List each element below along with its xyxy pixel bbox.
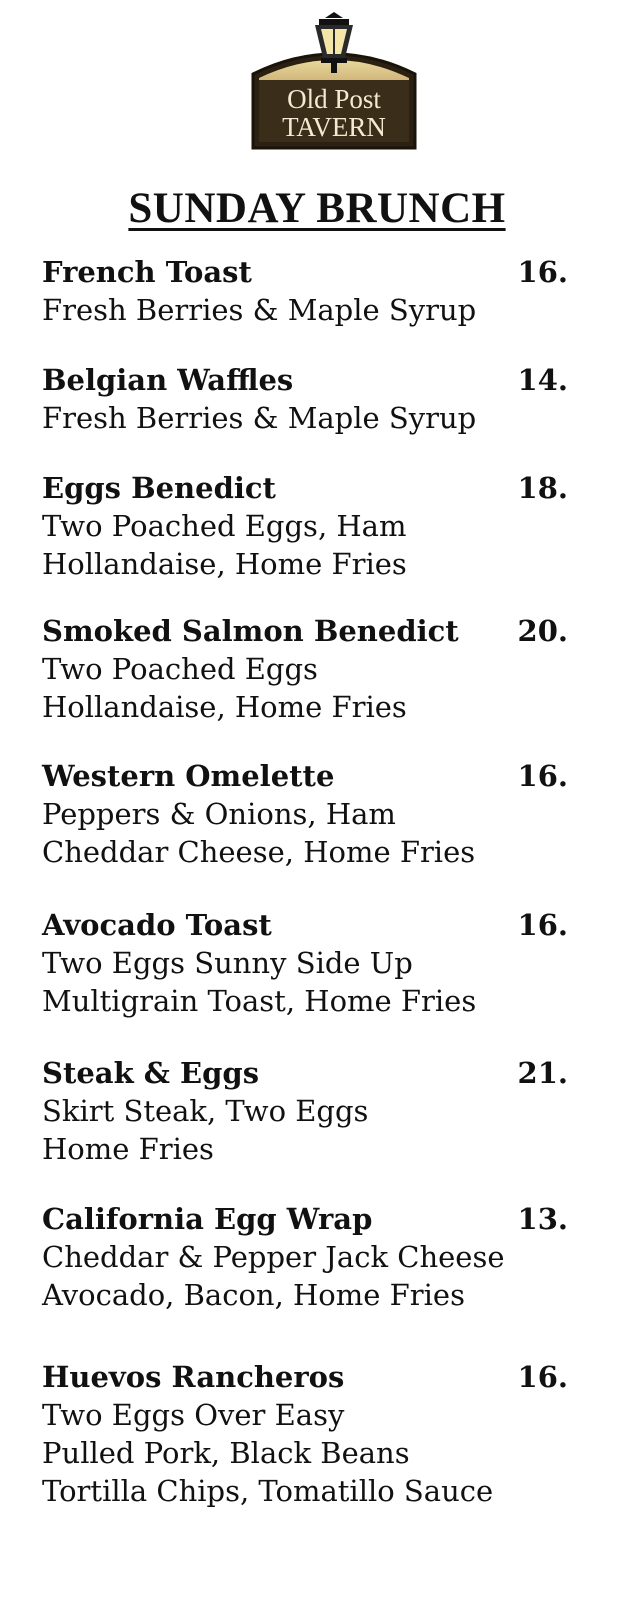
menu-item-header [42, 757, 568, 795]
menu-item-price: 13. [517, 1202, 568, 1236]
menu-item-header [42, 906, 568, 944]
menu-item-name: French Toast [42, 255, 252, 289]
menu-item-header [42, 612, 568, 650]
menu-item-header [42, 1054, 568, 1092]
menu-item-header [42, 1358, 568, 1396]
menu-item-description [42, 944, 568, 1020]
menu-item-name: Huevos Rancheros [42, 1360, 345, 1394]
menu-item-description-line: Hollandaise, Home Fries [42, 547, 407, 581]
menu-item-name: Belgian Waffles [42, 363, 294, 397]
menu-item-name: Avocado Toast [42, 908, 272, 942]
menu-item [42, 757, 568, 871]
menu-item-description-line: Two Eggs Sunny Side Up [42, 946, 413, 980]
menu-item-description-line: Two Eggs Over Easy [42, 1398, 345, 1432]
menu-item-description [42, 795, 568, 871]
menu-item [42, 1054, 568, 1168]
menu-item [42, 469, 568, 583]
logo-text-old-post: Old Post [287, 84, 381, 114]
menu-item-name: Smoked Salmon Benedict [42, 614, 459, 648]
menu-item-price: 16. [517, 255, 568, 289]
menu-item-price: 14. [517, 363, 568, 397]
menu-item-name: Eggs Benedict [42, 471, 276, 505]
menu-item-description-line: Skirt Steak, Two Eggs [42, 1094, 369, 1128]
menu-item-description [42, 1238, 568, 1314]
menu-item [42, 906, 568, 1020]
menu-item-header [42, 253, 568, 291]
menu-item-description [42, 650, 568, 726]
menu-item-description-line: Two Poached Eggs, Ham [42, 509, 407, 543]
menu-item-price: 16. [517, 908, 568, 942]
menu-item-description-line: Multigrain Toast, Home Fries [42, 984, 477, 1018]
menu-item-description-line: Tortilla Chips, Tomatillo Sauce [42, 1474, 494, 1508]
menu-item-price: 16. [517, 759, 568, 793]
menu-title: SUNDAY BRUNCH [128, 185, 506, 232]
menu-item-description [42, 1396, 568, 1510]
menu-item-description [42, 507, 568, 583]
menu-item-description-line: Peppers & Onions, Ham [42, 797, 396, 831]
menu-item-price: 21. [517, 1056, 568, 1090]
menu-item-description [42, 291, 568, 329]
menu-item-name: Steak & Eggs [42, 1056, 260, 1090]
menu-item-description-line: Home Fries [42, 1132, 214, 1166]
menu-item-description [42, 399, 568, 437]
menu-item-description [42, 1092, 568, 1168]
menu-item [42, 1358, 568, 1510]
menu-item-description-line: Hollandaise, Home Fries [42, 690, 407, 724]
menu-item-name: California Egg Wrap [42, 1202, 373, 1236]
menu-item [42, 253, 568, 329]
menu-item-description-line: Cheddar Cheese, Home Fries [42, 835, 476, 869]
menu-item-header [42, 361, 568, 399]
menu-item [42, 1200, 568, 1314]
menu-item-description-line: Pulled Pork, Black Beans [42, 1436, 410, 1470]
menu-item-description-line: Fresh Berries & Maple Syrup [42, 401, 477, 435]
menu-item-name: Western Omelette [42, 759, 335, 793]
menu-item-description-line: Fresh Berries & Maple Syrup [42, 293, 477, 327]
logo-text-tavern: TAVERN [282, 112, 386, 142]
menu-item-price: 16. [517, 1360, 568, 1394]
menu-item-description-line: Avocado, Bacon, Home Fries [42, 1278, 465, 1312]
old-post-tavern-logo [249, 10, 419, 152]
menu-item [42, 612, 568, 726]
menu-item-price: 18. [517, 471, 568, 505]
menu-item-description-line: Two Poached Eggs [42, 652, 318, 686]
menu-item [42, 361, 568, 437]
menu-item-header [42, 469, 568, 507]
menu-item-description-line: Cheddar & Pepper Jack Cheese [42, 1240, 505, 1274]
menu-item-price: 20. [517, 614, 568, 648]
menu-item-header [42, 1200, 568, 1238]
